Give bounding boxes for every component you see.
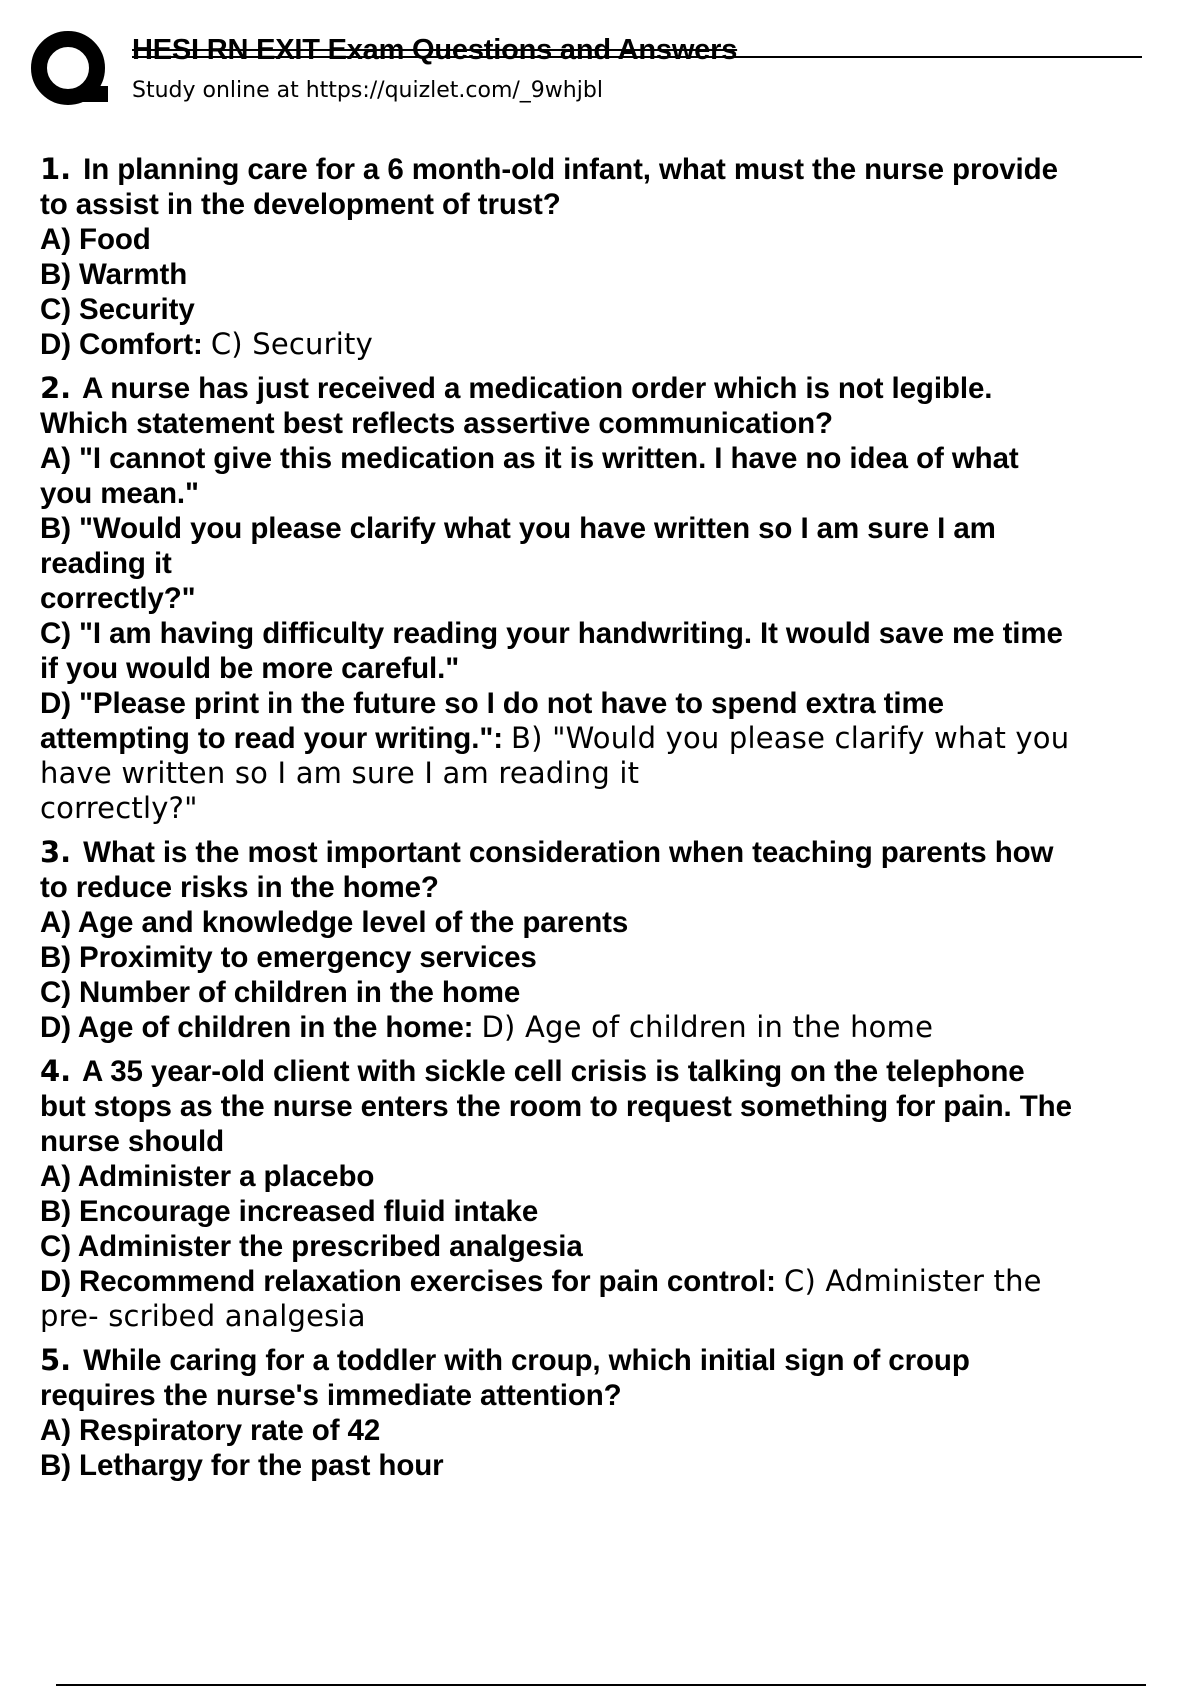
question-line: 3. What is the most important consideration when teaching parents how	[40, 835, 1054, 869]
answer-option: C) "I am having difficulty reading your handwriting. It would save me time	[40, 617, 1063, 650]
question-line: 4. A 35 year-old client with sickle cell crisis is talking on the telephone	[40, 1054, 1025, 1088]
answer-option: B) Warmth	[40, 258, 188, 291]
answer-option: A) Age and knowledge level of the parents	[40, 906, 629, 939]
question-item	[40, 371, 1175, 826]
answer-option: D) "Please print in the future so I do not have to spend extra time	[40, 687, 944, 720]
answer-option: C) Security	[40, 293, 195, 326]
correct-answer: B) "Would you please clarify what you	[511, 721, 1070, 755]
correct-answer: pre- scribed analgesia	[40, 1299, 366, 1333]
question-item	[40, 1343, 1175, 1483]
answer-option: if you would be more careful."	[40, 652, 460, 685]
question-line: nurse should	[40, 1125, 225, 1158]
answer-option: A) "I cannot give this medication as it is written. I have no idea of what	[40, 442, 1019, 475]
answer-option: you mean."	[40, 477, 199, 510]
question-item	[40, 1054, 1175, 1334]
answer-option: C) Administer the prescribed analgesia	[40, 1230, 583, 1263]
answer-option: D) Age of children in the home: D) Age of children in the home	[40, 1010, 934, 1044]
question-line: but stops as the nurse enters the room to request something for pain. The	[40, 1090, 1072, 1123]
answer-option: D) Recommend relaxation exercises for pain control: C) Administer the	[40, 1264, 1042, 1298]
question-line: 5. While caring for a toddler with croup, which initial sign of croup	[40, 1343, 970, 1377]
answer-option: reading it	[40, 547, 172, 580]
question-line: Which statement best reflects assertive communication?	[40, 407, 833, 440]
footer-rule	[56, 1684, 1146, 1686]
question-number: 5.	[40, 1343, 71, 1377]
question-number: 2.	[40, 371, 71, 405]
answer-option: attempting to read your writing.": B) "Would you please clarify what you	[40, 721, 1070, 755]
answer-option: A) Administer a placebo	[40, 1160, 375, 1193]
question-number: 1.	[40, 152, 71, 186]
correct-answer: C) Administer the	[784, 1264, 1042, 1298]
answer-option: correctly?"	[40, 582, 196, 615]
quizlet-logo-icon	[30, 30, 110, 110]
question-item	[40, 152, 1175, 362]
answer-option: B) Lethargy for the past hour	[40, 1449, 444, 1482]
correct-answer: C) Security	[210, 327, 373, 361]
document-title: HESI RN EXIT Exam Questions and Answers	[132, 34, 738, 66]
question-number: 4.	[40, 1054, 71, 1088]
correct-answer: D) Age of children in the home	[481, 1010, 934, 1044]
answer-option: A) Respiratory rate of 42	[40, 1414, 381, 1447]
answer-option: B) "Would you please clarify what you have written so I am sure I am	[40, 512, 996, 545]
question-line: to reduce risks in the home?	[40, 871, 439, 904]
answer-option: A) Food	[40, 223, 151, 256]
question-item	[40, 835, 1175, 1045]
question-list	[40, 152, 1175, 1492]
question-line: 1. In planning care for a 6 month-old infant, what must the nurse provide	[40, 152, 1058, 186]
study-online-link[interactable]: Study online at https://quizlet.com/_9whjbl	[132, 78, 603, 103]
answer-option: D) Comfort: C) Security	[40, 327, 373, 361]
correct-answer: correctly?"	[40, 791, 198, 825]
answer-option: B) Encourage increased fluid intake	[40, 1195, 539, 1228]
question-line: requires the nurse's immediate attention?	[40, 1379, 622, 1412]
question-number: 3.	[40, 835, 71, 869]
answer-option: B) Proximity to emergency services	[40, 941, 537, 974]
answer-option: C) Number of children in the home	[40, 976, 521, 1009]
question-line: 2. A nurse has just received a medication order which is not legible.	[40, 371, 993, 405]
correct-answer: have written so I am sure I am reading it	[40, 756, 640, 790]
question-line: to assist in the development of trust?	[40, 188, 561, 221]
